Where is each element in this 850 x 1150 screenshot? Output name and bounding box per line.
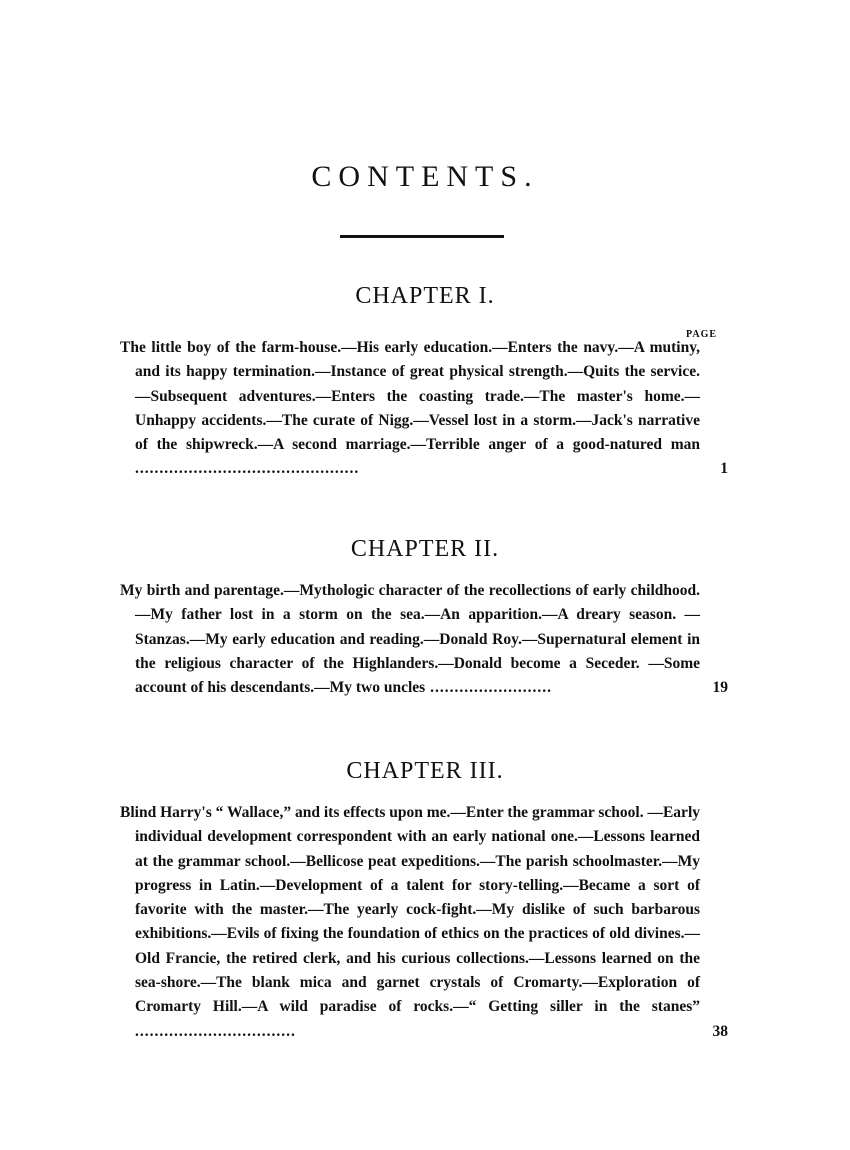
chapter-1-summary: The little boy of the farm-house.—His early education.—Enters the navy.—A mutiny, and its happy termination.—Instance of great physical strength.—Quits the service.—Subsequent adventures.—Enters the coasting trade.—The master's home.—Unhappy accidents.—The curate of Nigg.—Vessel lost in a storm.—Jack's narrative of the shipwreck.—A second marriage.—Terrible anger of a good-natured man <box>120 339 700 454</box>
chapter-2-summary: My birth and parentage.—Mythologic character of the recollections of early childhood.—My father lost in a storm on the sea.—An apparition.—A dreary season. —Stanzas.—My early education and reading.—Donald Roy.—Supernatural element in the religious character of the Highlanders.—Donald become a Seceder. —Some account of his descendants.—My two uncles <box>120 582 700 697</box>
page-column-label: PAGE <box>686 329 718 340</box>
dot-leader: ................................. <box>135 1022 296 1040</box>
chapter-3-heading: CHAPTER III. <box>346 758 504 784</box>
chapter-1-entry <box>120 336 728 482</box>
chapter-3-summary: Blind Harry's “ Wallace,” and its effects upon me.—Enter the grammar school. —Early individual development correspondent with an early national one.—Lessons learned at the grammar school.—Bellicose peat expeditions.—The parish schoolmaster.—My progress in Latin.—Development of a talent for story-telling.—Became a sort of favorite with the master.—The yearly cock-fight.—My dislike of such barbarous exhibitions.—Evils of fixing the foundation of ethics on the practices of old divines.—Old Francie, the retired clerk, and his curious collections.—Lessons learned on the sea-shore.—The blank mica and garnet crystals of Cromarty.—Exploration of Cromarty Hill.—A wild paradise of rocks.—“ Getting siller in the stanes” <box>120 804 700 1016</box>
chapter-2-page: 19 <box>712 679 728 697</box>
title-rule <box>340 235 504 238</box>
dot-leader: .............................................. <box>135 460 360 478</box>
chapter-1-page: 1 <box>720 460 728 478</box>
dot-leader: ......................... <box>425 679 552 697</box>
chapter-2-entry <box>120 579 728 700</box>
chapter-1-heading: CHAPTER I. <box>355 283 495 309</box>
chapter-3-page: 38 <box>712 1022 728 1040</box>
chapter-2-heading: CHAPTER II. <box>350 536 500 562</box>
chapter-3-entry <box>120 801 728 1044</box>
contents-title: CONTENTS. <box>311 160 539 193</box>
